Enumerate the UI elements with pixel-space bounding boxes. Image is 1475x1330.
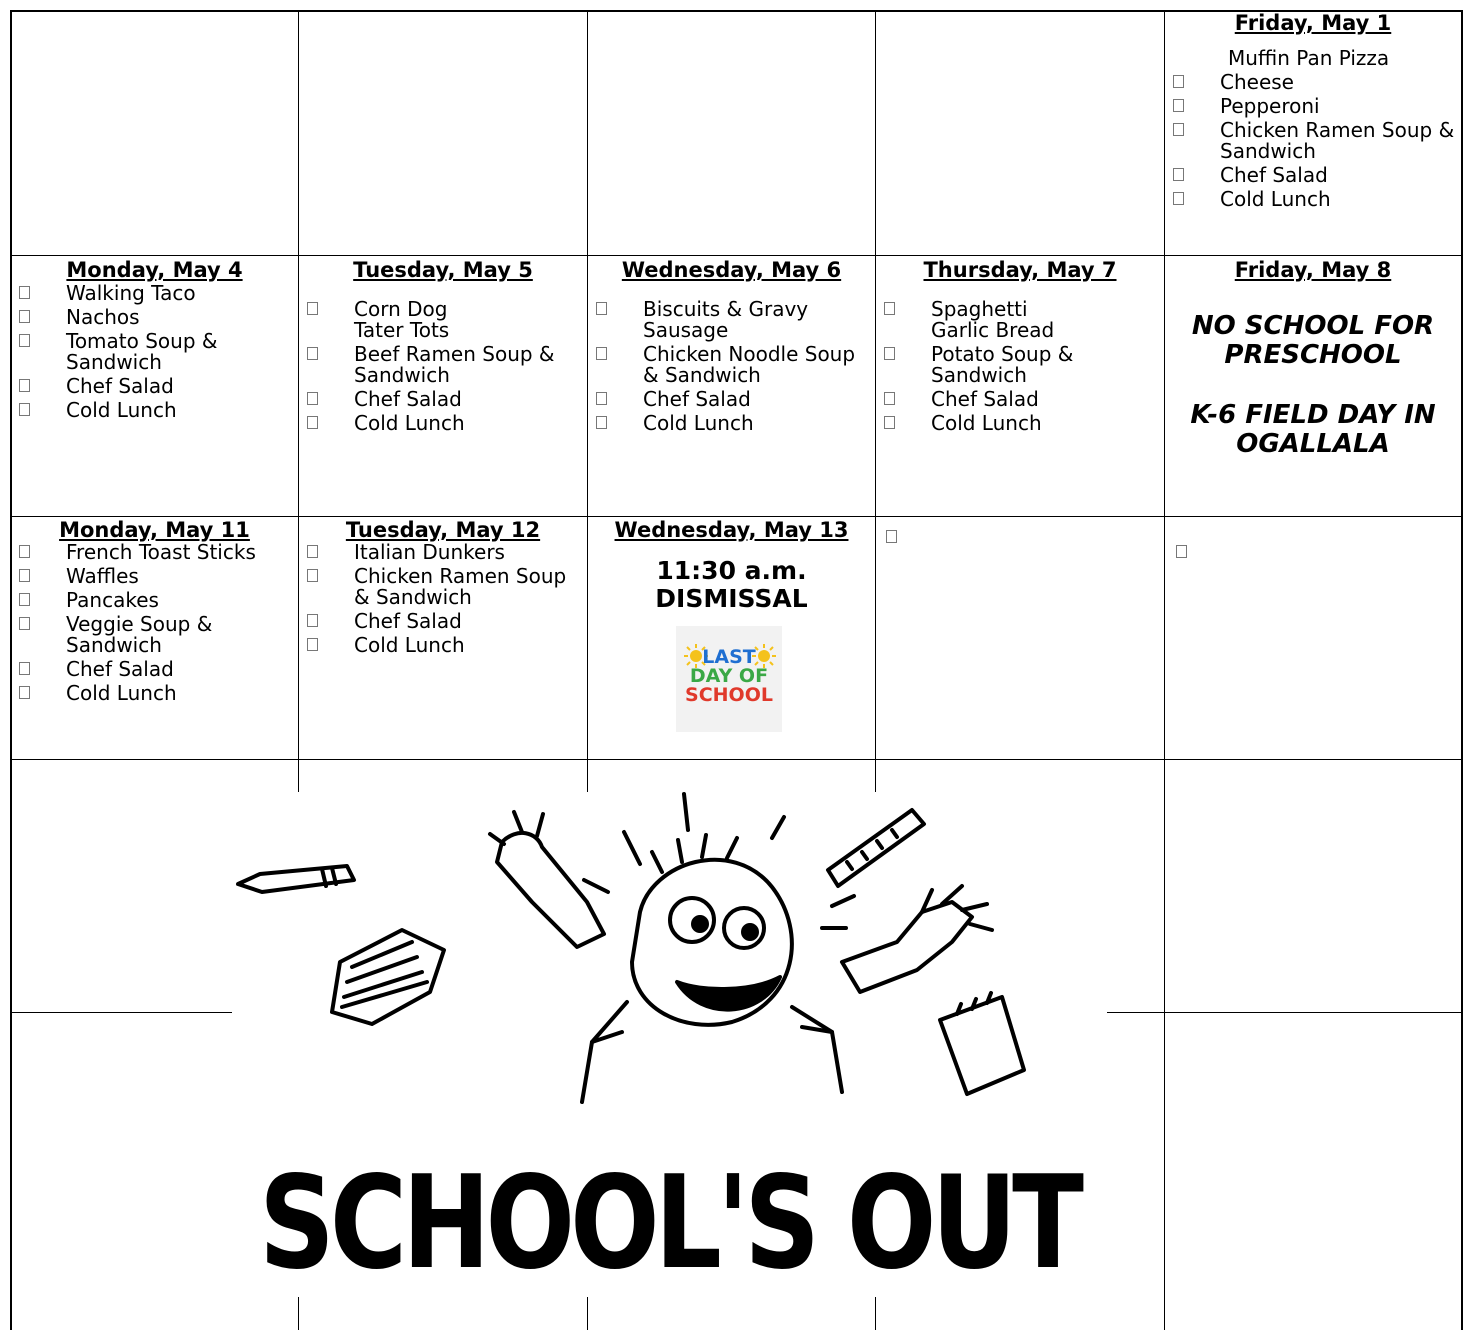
- checkbox[interactable]: [19, 334, 30, 347]
- badge-line-2: DAY OF: [689, 665, 769, 687]
- menu-item-label: Chef Salad: [66, 374, 174, 398]
- menu-item: [1165, 120, 1461, 162]
- menu-item-label: Cheese: [1220, 70, 1294, 94]
- menu-item-label: Tomato Soup & Sandwich: [66, 329, 218, 374]
- menu-item: [11, 659, 298, 680]
- checkbox[interactable]: [307, 347, 318, 360]
- checkbox[interactable]: [884, 392, 895, 405]
- menu-item: [299, 344, 587, 386]
- menu-list: [11, 283, 298, 424]
- menu-item-label: Chef Salad: [1220, 163, 1328, 187]
- field-day-notice: K-6 FIELD DAY IN OGALLALA: [1190, 400, 1436, 459]
- menu-item-label: Cold Lunch: [66, 398, 177, 422]
- menu-item: [588, 389, 875, 410]
- menu-item: [11, 614, 298, 656]
- day-heading: Wednesday, May 6: [621, 258, 842, 282]
- menu-item-label: Cold Lunch: [1220, 187, 1331, 211]
- menu-list: [876, 299, 1164, 437]
- menu-item: [876, 344, 1164, 386]
- menu-item-label: Pepperoni: [1220, 94, 1320, 118]
- day-cell-thu-may-7: [876, 256, 1164, 516]
- menu-item-label: Corn Dog Tater Tots: [354, 297, 450, 342]
- menu-item-label: Pancakes: [66, 588, 159, 612]
- menu-item: [11, 331, 298, 373]
- menu-item: [1165, 96, 1461, 117]
- no-school-notice: NO SCHOOL FOR PRESCHOOL: [1191, 311, 1435, 370]
- checkbox[interactable]: [307, 569, 318, 582]
- menu-item: [11, 683, 298, 704]
- menu-item: [11, 542, 298, 563]
- grid-line: [10, 759, 1463, 760]
- checkbox[interactable]: [307, 416, 318, 429]
- menu-item: [1165, 165, 1461, 186]
- menu-item: [11, 590, 298, 611]
- menu-item-label: Chicken Ramen Soup & Sandwich: [354, 564, 567, 609]
- menu-item-label: French Toast Sticks: [66, 540, 256, 564]
- checkbox[interactable]: [19, 310, 30, 323]
- menu-item-label: Chef Salad: [643, 387, 751, 411]
- menu-item: [11, 400, 298, 421]
- day-heading: Friday, May 8: [1234, 258, 1392, 282]
- checkbox[interactable]: [884, 416, 895, 429]
- menu-item-label: Biscuits & Gravy Sausage: [643, 297, 809, 342]
- menu-item-label: Spaghetti Garlic Bread: [931, 297, 1055, 342]
- menu-item-label: Cold Lunch: [66, 681, 177, 705]
- cartoon-boy-illustration: [232, 792, 1107, 1297]
- menu-item: [11, 283, 298, 304]
- day-heading: Wednesday, May 13: [614, 518, 849, 542]
- schools-out-clipart: [232, 792, 1107, 1297]
- menu-item-label: Cold Lunch: [643, 411, 754, 435]
- checkbox[interactable]: [307, 302, 318, 315]
- empty-checkbox[interactable]: [1176, 545, 1187, 558]
- menu-item: [11, 307, 298, 328]
- checkbox[interactable]: [307, 614, 318, 627]
- day-cell-fri-may-1: [1165, 11, 1461, 255]
- menu-item-label: Chicken Noodle Soup & Sandwich: [643, 342, 856, 387]
- menu-item-label: Potato Soup & Sandwich: [931, 342, 1074, 387]
- dismissal-notice: 11:30 a.m. DISMISSAL: [655, 556, 808, 613]
- grid-line: [587, 1297, 588, 1330]
- menu-item-label: Chef Salad: [354, 609, 462, 633]
- checkbox[interactable]: [19, 686, 30, 699]
- menu-list: [11, 542, 298, 707]
- checkbox[interactable]: [19, 593, 30, 606]
- menu-item-label: Nachos: [66, 305, 140, 329]
- menu-item: [11, 566, 298, 587]
- checkbox[interactable]: [307, 392, 318, 405]
- day-heading: Monday, May 4: [66, 258, 243, 282]
- menu-item: [299, 635, 587, 656]
- badge-line-1: LAST: [702, 646, 756, 668]
- grid-line: [10, 1012, 232, 1013]
- grid-line: [1107, 1012, 1463, 1013]
- checkbox[interactable]: [307, 545, 318, 558]
- day-cell-wed-may-6: [588, 256, 875, 516]
- checkbox[interactable]: [884, 302, 895, 315]
- day-cell-mon-may-11: [11, 517, 298, 759]
- grid-line: [298, 1297, 299, 1330]
- menu-list: [1165, 48, 1461, 213]
- checkbox[interactable]: [884, 347, 895, 360]
- menu-item-label: Italian Dunkers: [354, 540, 505, 564]
- menu-item: [299, 413, 587, 434]
- menu-item-label: Beef Ramen Soup & Sandwich: [354, 342, 555, 387]
- menu-item: [11, 376, 298, 397]
- empty-checkbox[interactable]: [886, 530, 897, 543]
- day-heading: Monday, May 11: [59, 518, 250, 542]
- checkbox[interactable]: [19, 569, 30, 582]
- menu-item-label: Cold Lunch: [354, 411, 465, 435]
- checkbox[interactable]: [19, 545, 30, 558]
- checkbox[interactable]: [596, 392, 607, 405]
- menu-item: [1165, 48, 1461, 69]
- checkbox[interactable]: [19, 617, 30, 630]
- checkbox[interactable]: [596, 302, 607, 315]
- menu-item-label: Cold Lunch: [354, 633, 465, 657]
- checkbox[interactable]: [19, 403, 30, 416]
- day-heading: Tuesday, May 5: [353, 258, 533, 282]
- menu-item: [299, 542, 587, 563]
- menu-item-label: Veggie Soup & Sandwich: [66, 612, 213, 657]
- menu-item: [588, 299, 875, 341]
- menu-item-label: Muffin Pan Pizza: [1228, 46, 1390, 70]
- menu-item: [876, 389, 1164, 410]
- menu-item: [1165, 189, 1461, 210]
- day-heading: Thursday, May 7: [923, 258, 1117, 282]
- menu-item: [876, 299, 1164, 341]
- menu-item: [299, 389, 587, 410]
- menu-list: [588, 299, 875, 437]
- day-cell-tue-may-5: [299, 256, 587, 516]
- menu-item-label: Chef Salad: [931, 387, 1039, 411]
- schools-out-title: SCHOOL'S OUT: [259, 1149, 1084, 1298]
- menu-item-label: Chef Salad: [66, 657, 174, 681]
- checkbox[interactable]: [1173, 192, 1184, 205]
- day-cell-mon-may-4: [11, 256, 298, 516]
- menu-item: [299, 566, 587, 608]
- checkbox[interactable]: [19, 379, 30, 392]
- checkbox[interactable]: [1173, 168, 1184, 181]
- menu-item-label: Waffles: [66, 564, 139, 588]
- menu-item-label: Walking Taco: [66, 281, 196, 305]
- last-day-of-school-badge: [676, 626, 782, 732]
- day-heading: Tuesday, May 12: [345, 518, 541, 542]
- checkbox[interactable]: [596, 347, 607, 360]
- day-cell-fri-may-8: [1165, 256, 1461, 516]
- grid-line: [1461, 10, 1463, 1330]
- menu-item-label: Cold Lunch: [931, 411, 1042, 435]
- day-heading: Friday, May 1: [1234, 11, 1392, 35]
- checkbox[interactable]: [596, 416, 607, 429]
- menu-item: [299, 611, 587, 632]
- badge-line-3: SCHOOL: [685, 684, 773, 706]
- menu-item: [1165, 72, 1461, 93]
- menu-item: [299, 299, 587, 341]
- menu-list: [299, 542, 587, 659]
- day-cell-tue-may-12: [299, 517, 587, 759]
- checkbox[interactable]: [1173, 99, 1184, 112]
- checkbox[interactable]: [1173, 123, 1184, 136]
- menu-item: [588, 413, 875, 434]
- checkbox[interactable]: [19, 662, 30, 675]
- checkbox[interactable]: [19, 286, 30, 299]
- grid-line: [875, 1297, 876, 1330]
- menu-item: [876, 413, 1164, 434]
- menu-list: [299, 299, 587, 437]
- menu-item-label: Chef Salad: [354, 387, 462, 411]
- checkbox[interactable]: [307, 638, 318, 651]
- menu-item: [588, 344, 875, 386]
- menu-item-label: Chicken Ramen Soup & Sandwich: [1220, 118, 1455, 163]
- checkbox[interactable]: [1173, 75, 1184, 88]
